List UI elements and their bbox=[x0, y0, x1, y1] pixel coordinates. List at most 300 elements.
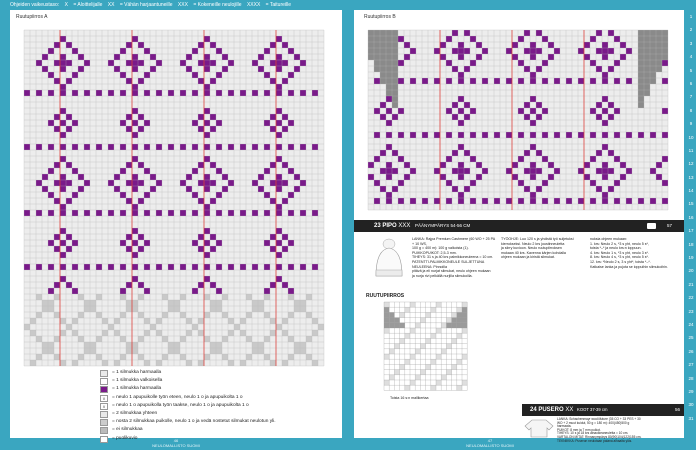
chart-a-cell bbox=[60, 54, 66, 60]
chart-a-cell bbox=[204, 132, 210, 138]
chart-b-cell bbox=[650, 132, 656, 138]
chart-b-cell bbox=[608, 186, 614, 192]
hat-chart-cell bbox=[384, 302, 389, 307]
chart-a-cable-cell bbox=[264, 294, 270, 300]
chart-a-cable-cell bbox=[306, 312, 312, 318]
side-tab[interactable]: 6 bbox=[689, 80, 693, 86]
chart-b-shaping-cell bbox=[386, 84, 392, 90]
chart-b-shaping-cell bbox=[644, 36, 650, 42]
chart-b-cell bbox=[512, 162, 518, 168]
chart-a-cable-cell bbox=[36, 312, 42, 318]
chart-a-cell bbox=[198, 282, 204, 288]
chart-b-cell bbox=[464, 114, 470, 120]
chart-a-cable-cell bbox=[216, 348, 222, 354]
chart-a-cell bbox=[264, 72, 270, 78]
chart-a-cable-cell bbox=[60, 318, 66, 324]
chart-b-shaping-cell bbox=[374, 30, 380, 36]
chart-a-cell bbox=[72, 210, 78, 216]
chart-b-shaping-cell bbox=[392, 84, 398, 90]
side-tab[interactable]: 30 bbox=[688, 402, 694, 408]
chart-a-cell bbox=[312, 210, 318, 216]
hat-chart-cell bbox=[410, 328, 415, 333]
chart-a-cell bbox=[282, 162, 288, 168]
chart-b-cell bbox=[518, 180, 524, 186]
side-tab[interactable]: 4 bbox=[689, 54, 693, 60]
chart-a-cell bbox=[192, 192, 198, 198]
chart-a-cable-cell bbox=[84, 306, 90, 312]
chart-a-cell bbox=[228, 180, 234, 186]
chart-b-cell bbox=[386, 108, 392, 114]
legend-swatch bbox=[100, 378, 108, 385]
chart-b-cell bbox=[524, 48, 530, 54]
chart-a-cell bbox=[132, 228, 138, 234]
pattern-24-text-line: LANKA: Schachenmayr wool4future (35 CO + 33 PES + 30 bbox=[557, 417, 641, 421]
chart-a-cell bbox=[294, 54, 300, 60]
side-tab[interactable]: 16 bbox=[688, 214, 694, 220]
side-tab[interactable]: 19 bbox=[688, 255, 694, 261]
chart-a-cable-cell bbox=[294, 306, 300, 312]
chart-a-cell bbox=[210, 180, 216, 186]
chart-a-cable-cell bbox=[48, 306, 54, 312]
chart-a-cell bbox=[66, 282, 72, 288]
chart-a-cell bbox=[144, 144, 150, 150]
chart-a-cell bbox=[120, 120, 126, 126]
hat-chart-cell bbox=[410, 354, 415, 359]
chart-a-cable-cell bbox=[126, 348, 132, 354]
chart-b-cell bbox=[464, 168, 470, 174]
chart-b-cell bbox=[506, 198, 512, 204]
chart-b-cell bbox=[584, 174, 590, 180]
chart-b-shaping-cell bbox=[386, 36, 392, 42]
chart-b-cell bbox=[446, 132, 452, 138]
chart-a-cable-cell bbox=[60, 360, 66, 366]
chart-a-cell bbox=[120, 168, 126, 174]
chart-b-shaping-cell bbox=[638, 96, 644, 102]
legend-label: = 1 silmukka harmaalla bbox=[112, 386, 162, 392]
chart-a-cell bbox=[60, 276, 66, 282]
side-tab[interactable]: 14 bbox=[688, 188, 694, 194]
pattern-24-text-line: PUIKOT: 8 mm ja 7 mm puikot. bbox=[557, 427, 601, 432]
chart-a-cell bbox=[192, 288, 198, 294]
chart-b-cell bbox=[494, 132, 500, 138]
chart-a-cell bbox=[66, 126, 72, 132]
chart-b-cell bbox=[506, 168, 512, 174]
hat-chart-no-stitch bbox=[394, 318, 399, 323]
chart-a-cable-cell bbox=[186, 360, 192, 366]
chart-a-cable-cell bbox=[102, 318, 108, 324]
chart-a-cell bbox=[198, 234, 204, 240]
chart-b-cell bbox=[590, 132, 596, 138]
chart-b-shaping-cell bbox=[644, 48, 650, 54]
chart-b-cell bbox=[626, 168, 632, 174]
chart-b-cell bbox=[608, 30, 614, 36]
page-number-right: 47 bbox=[487, 438, 493, 443]
chart-a-cell bbox=[204, 144, 210, 150]
chart-a-cell bbox=[204, 60, 210, 66]
chart-a-cell bbox=[228, 90, 234, 96]
chart-a-cell bbox=[108, 90, 114, 96]
pattern-23-text-line: ohjeen mukaan ja kiristä silmukat. bbox=[501, 255, 555, 260]
chart-b-cell bbox=[524, 114, 530, 120]
chart-a-cell bbox=[210, 60, 216, 66]
side-tab[interactable]: 24 bbox=[688, 321, 694, 327]
difficulty-xxxx: XXXX bbox=[246, 2, 261, 8]
chart-b-cell bbox=[638, 198, 644, 204]
chart-a-cell bbox=[228, 144, 234, 150]
chart-b-cell bbox=[512, 54, 518, 60]
chart-a-cable-cell bbox=[36, 354, 42, 360]
legend-label: = nosta 2 silmukkaa puikolle, neulo 1 o ja vedä nostetut silmukat neulotun yli. bbox=[112, 419, 276, 425]
chart-a-cable-cell bbox=[198, 330, 204, 336]
chart-b-cell bbox=[530, 144, 536, 150]
side-tab[interactable]: 26 bbox=[688, 348, 694, 354]
chart-b-cell bbox=[518, 78, 524, 84]
chart-b-cell bbox=[602, 192, 608, 198]
side-tab[interactable]: 20 bbox=[688, 268, 694, 274]
chart-b-shaping-cell bbox=[386, 66, 392, 72]
chart-a-cell bbox=[282, 114, 288, 120]
chart-b-shaping-cell bbox=[386, 54, 392, 60]
chart-a-cell bbox=[132, 240, 138, 246]
hat-chart-no-stitch bbox=[384, 323, 389, 328]
hat-chart-no-stitch bbox=[389, 323, 394, 328]
chart-b-cell bbox=[530, 192, 536, 198]
chart-a-cell bbox=[84, 90, 90, 96]
camera-icon bbox=[647, 223, 656, 229]
chart-a-cable-cell bbox=[78, 354, 84, 360]
side-tab[interactable]: 1 bbox=[689, 14, 693, 19]
pattern-24-text-line: harmaata. bbox=[557, 424, 572, 429]
side-tab[interactable]: 9 bbox=[689, 121, 693, 127]
chart-a-cable-cell bbox=[210, 306, 216, 312]
side-tab[interactable]: 17 bbox=[688, 228, 694, 234]
chart-b-shaping-cell bbox=[386, 60, 392, 66]
chart-b-shaping-cell bbox=[662, 42, 668, 48]
chart-a-cell bbox=[72, 264, 78, 270]
pattern-24-text-line: TEKNIIKKA: Puseron neulotaan palana alhaalta ylös. bbox=[557, 438, 633, 443]
chart-b-cell bbox=[542, 156, 548, 162]
side-tab[interactable]: 25 bbox=[688, 335, 694, 341]
chart-a-cell bbox=[156, 60, 162, 66]
chart-b-cell bbox=[494, 78, 500, 84]
chart-a-cable-cell bbox=[102, 360, 108, 366]
chart-a-cell bbox=[204, 84, 210, 90]
hat-chart-cell bbox=[400, 364, 405, 369]
side-tab[interactable]: 5 bbox=[689, 67, 693, 73]
chart-a-cell bbox=[276, 264, 282, 270]
chart-a-cell bbox=[294, 66, 300, 72]
chart-b-cell bbox=[590, 78, 596, 84]
chart-a-cable-cell bbox=[240, 318, 246, 324]
chart-a-cable-cell bbox=[294, 348, 300, 354]
chart-a-cell bbox=[276, 210, 282, 216]
chart-a-cable-cell bbox=[288, 312, 294, 318]
chart-b-cell bbox=[398, 156, 404, 162]
chart-a-cell bbox=[216, 48, 222, 54]
chart-b-cell bbox=[494, 198, 500, 204]
chart-a-cell bbox=[132, 180, 138, 186]
chart-b-cell bbox=[602, 96, 608, 102]
side-tab[interactable]: 11 bbox=[688, 147, 694, 153]
difficulty-xx: XX bbox=[107, 2, 115, 8]
chart-b-cell bbox=[548, 54, 554, 60]
chart-b-cell bbox=[530, 174, 536, 180]
chart-b-shaping-cell bbox=[368, 54, 374, 60]
hat-chart-cell bbox=[394, 344, 399, 349]
chart-a-cell bbox=[138, 78, 144, 84]
chart-b-cell bbox=[470, 36, 476, 42]
side-tab[interactable]: 8 bbox=[689, 107, 693, 113]
side-tab[interactable]: 27 bbox=[688, 362, 694, 368]
chart-b-cell bbox=[386, 162, 392, 168]
chart-a-cell bbox=[60, 180, 66, 186]
side-tab[interactable]: 2 bbox=[689, 27, 693, 33]
chart-a-cable-cell bbox=[222, 336, 228, 342]
pattern-23-text-line: ja nurja rivi pelkällä nurjilla silmukoilla. bbox=[412, 273, 473, 278]
side-tab[interactable]: 18 bbox=[688, 241, 694, 247]
chart-a-cell bbox=[156, 210, 162, 216]
chart-a-cell bbox=[258, 66, 264, 72]
chart-b-shaping-cell bbox=[650, 66, 656, 72]
chart-a-cell bbox=[300, 90, 306, 96]
chart-a-cell bbox=[204, 264, 210, 270]
hat-chart-cell bbox=[420, 318, 425, 323]
hat-chart-cell bbox=[452, 338, 457, 343]
chart-b-cell bbox=[518, 156, 524, 162]
chart-a-cable-cell bbox=[156, 318, 162, 324]
chart-a-cell bbox=[138, 180, 144, 186]
chart-b-cell bbox=[464, 186, 470, 192]
chart-b-shaping-cell bbox=[638, 84, 644, 90]
chart-b-cell bbox=[452, 114, 458, 120]
chart-a-cable-cell bbox=[186, 318, 192, 324]
chart-a-cell bbox=[204, 90, 210, 96]
chart-a-cell bbox=[72, 72, 78, 78]
chart-b-cell bbox=[548, 174, 554, 180]
chart-a-cell bbox=[132, 276, 138, 282]
chart-a-cell bbox=[222, 186, 228, 192]
chart-b-cell bbox=[404, 174, 410, 180]
chart-b-cell bbox=[656, 162, 662, 168]
chart-b-cell bbox=[530, 168, 536, 174]
chart-b-cell bbox=[590, 36, 596, 42]
chart-a-cell bbox=[54, 198, 60, 204]
chart-a-cable-cell bbox=[252, 300, 258, 306]
chart-a-cell bbox=[66, 198, 72, 204]
chart-a-cell bbox=[270, 282, 276, 288]
chart-a-cell bbox=[282, 126, 288, 132]
hat-chart-no-stitch bbox=[384, 307, 389, 312]
chart-b-cell bbox=[410, 132, 416, 138]
chart-a-cell bbox=[276, 276, 282, 282]
pattern-23-text-line: 100 g = 400 m): 100 g valkoista (1). bbox=[412, 246, 469, 251]
side-tab[interactable]: 31 bbox=[688, 415, 694, 421]
chart-a-cell bbox=[84, 144, 90, 150]
chart-a-cell bbox=[228, 264, 234, 270]
hat-chart-cell bbox=[415, 349, 420, 354]
pattern-23-text-line: TIHEYS: 31 s ja 40 krs palmikkoneuleena = 10 cm. bbox=[412, 255, 494, 260]
chart-a-cable-cell bbox=[138, 354, 144, 360]
chart-a-cable-cell bbox=[24, 324, 30, 330]
chart-a-cable-cell bbox=[210, 342, 216, 348]
chart-b-cell bbox=[536, 168, 542, 174]
chart-b-shaping-cell bbox=[656, 42, 662, 48]
chart-b-cell bbox=[596, 66, 602, 72]
chart-a-cell bbox=[72, 48, 78, 54]
chart-a-cable-cell bbox=[168, 342, 174, 348]
chart-a-cell bbox=[276, 144, 282, 150]
chart-a-cable-cell bbox=[90, 342, 96, 348]
side-tab[interactable]: 13 bbox=[688, 174, 694, 180]
legend-swatch: \\ bbox=[100, 395, 108, 402]
chart-a-cable-cell bbox=[78, 312, 84, 318]
chart-a-cell bbox=[132, 252, 138, 258]
chart-a-cell bbox=[60, 84, 66, 90]
hat-chart-cell bbox=[410, 380, 415, 385]
chart-a-cell bbox=[60, 204, 66, 210]
ruutupiirros-label: RUUTUPIIRROS bbox=[366, 293, 405, 299]
chart-b-cell bbox=[386, 174, 392, 180]
chart-a-cell bbox=[144, 48, 150, 54]
chart-b-shaping-cell bbox=[368, 36, 374, 42]
side-tab[interactable]: 29 bbox=[688, 388, 694, 394]
chart-a-cable-cell bbox=[144, 330, 150, 336]
chart-b-cell bbox=[434, 78, 440, 84]
chart-b-cell bbox=[602, 48, 608, 54]
chart-a-cable-cell bbox=[114, 318, 120, 324]
chart-b-cell bbox=[614, 36, 620, 42]
chart-a-cable-cell bbox=[294, 342, 300, 348]
chart-a-cell bbox=[144, 240, 150, 246]
chart-a-cell bbox=[132, 108, 138, 114]
hat-chart-cell bbox=[389, 349, 394, 354]
chart-b-cell bbox=[440, 162, 446, 168]
chart-a-cell bbox=[48, 264, 54, 270]
hat-chart-cell bbox=[462, 380, 467, 385]
chart-b-cell bbox=[398, 132, 404, 138]
side-tab[interactable]: 21 bbox=[688, 281, 694, 287]
chart-a-cell bbox=[36, 60, 42, 66]
chart-a-cell bbox=[276, 120, 282, 126]
chart-a-cell bbox=[138, 162, 144, 168]
hat-chart-cell bbox=[420, 344, 425, 349]
chart-a-cell bbox=[270, 126, 276, 132]
hat-chart-cell bbox=[431, 359, 436, 364]
hat-chart-cell bbox=[426, 364, 431, 369]
chart-b-cell bbox=[458, 162, 464, 168]
chart-a-cable-cell bbox=[216, 342, 222, 348]
chart-a-cell bbox=[60, 132, 66, 138]
chart-a-cell bbox=[126, 282, 132, 288]
chart-a-cable-cell bbox=[204, 312, 210, 318]
pattern-24-text-line: TIHEYS: 10 s ja 18 krs ainaoikeaneuletta = 10 cm. bbox=[557, 431, 629, 436]
chart-a-cell bbox=[66, 42, 72, 48]
chart-b-cell bbox=[524, 168, 530, 174]
hat-chart-cell bbox=[441, 349, 446, 354]
chart-b-shaping-cell bbox=[638, 48, 644, 54]
chart-a-cable-cell bbox=[90, 306, 96, 312]
photo-number-57: 57 bbox=[666, 223, 672, 228]
chart-b-shaping-cell bbox=[644, 72, 650, 78]
chart-a-cell bbox=[276, 204, 282, 210]
chart-a-cell bbox=[216, 192, 222, 198]
chart-a-cell bbox=[150, 54, 156, 60]
chart-b-cell bbox=[470, 60, 476, 66]
chart-a-cell bbox=[270, 234, 276, 240]
chart-b-shaping-cell bbox=[374, 60, 380, 66]
side-tab[interactable]: 28 bbox=[688, 375, 694, 381]
chart-a-cable-cell bbox=[120, 336, 126, 342]
difficulty-xxx: XXX bbox=[177, 2, 188, 8]
hat-chart-no-stitch bbox=[394, 323, 399, 328]
chart-a-cable-cell bbox=[180, 336, 186, 342]
chart-b-cell bbox=[584, 162, 590, 168]
chart-b-cell bbox=[656, 174, 662, 180]
chart-a-cell bbox=[48, 210, 54, 216]
side-tab[interactable]: 10 bbox=[688, 134, 694, 140]
side-tab[interactable]: 23 bbox=[688, 308, 694, 314]
chart-b-cell bbox=[602, 168, 608, 174]
chart-b-cell bbox=[536, 102, 542, 108]
chart-a-cell bbox=[198, 162, 204, 168]
chart-a-cell bbox=[300, 264, 306, 270]
side-tab[interactable]: 3 bbox=[689, 40, 693, 46]
chart-a-cell bbox=[60, 156, 66, 162]
chart-b-shaping-cell bbox=[656, 54, 662, 60]
chart-b-cell bbox=[398, 180, 404, 186]
pattern-23-text-line: toista *–* ja neulo krs:n loppuun. bbox=[590, 246, 642, 251]
chart-a-cell bbox=[66, 162, 72, 168]
chart-b-cell bbox=[590, 198, 596, 204]
chart-b-cell bbox=[506, 48, 512, 54]
chart-a-cell bbox=[108, 180, 114, 186]
side-tab[interactable]: 15 bbox=[688, 201, 694, 207]
chart-b-shaping-cell bbox=[650, 30, 656, 36]
chart-a-cell bbox=[192, 90, 198, 96]
chart-b-shaping-cell bbox=[656, 66, 662, 72]
pattern-23-text-line: 12. krs: *Neulo 2 s, 3 s yht*, toista *–*. bbox=[590, 259, 651, 264]
chart-b-cell bbox=[482, 198, 488, 204]
chart-a-cell bbox=[282, 198, 288, 204]
chart-a-cell bbox=[66, 246, 72, 252]
chart-b-cell bbox=[446, 180, 452, 186]
chart-a-cell bbox=[60, 60, 66, 66]
chart-b-cell bbox=[596, 186, 602, 192]
chart-b-cell bbox=[542, 36, 548, 42]
hat-chart-cell bbox=[431, 307, 436, 312]
hat-chart-no-stitch bbox=[400, 323, 405, 328]
chart-b-cell bbox=[458, 120, 464, 126]
chart-a-cell bbox=[72, 168, 78, 174]
chart-a-cell bbox=[288, 288, 294, 294]
chart-a-cable-cell bbox=[126, 300, 132, 306]
chart-a-cell bbox=[48, 288, 54, 294]
chart-a-cell bbox=[264, 288, 270, 294]
side-tab[interactable]: 22 bbox=[688, 295, 694, 301]
hat-chart-cell bbox=[405, 385, 410, 390]
chart-b-shaping-cell bbox=[380, 78, 386, 84]
chart-a-cable-cell bbox=[288, 336, 294, 342]
legend-label: = puolikuvio bbox=[112, 435, 138, 441]
side-tab[interactable]: 7 bbox=[689, 94, 693, 100]
chart-a-cell bbox=[192, 120, 198, 126]
side-tab[interactable]: 12 bbox=[688, 161, 694, 167]
chart-a-cable-cell bbox=[54, 294, 60, 300]
chart-b-shaping-cell bbox=[644, 84, 650, 90]
chart-a-cell bbox=[192, 48, 198, 54]
chart-b-cell bbox=[458, 54, 464, 60]
chart-a-cell bbox=[216, 210, 222, 216]
